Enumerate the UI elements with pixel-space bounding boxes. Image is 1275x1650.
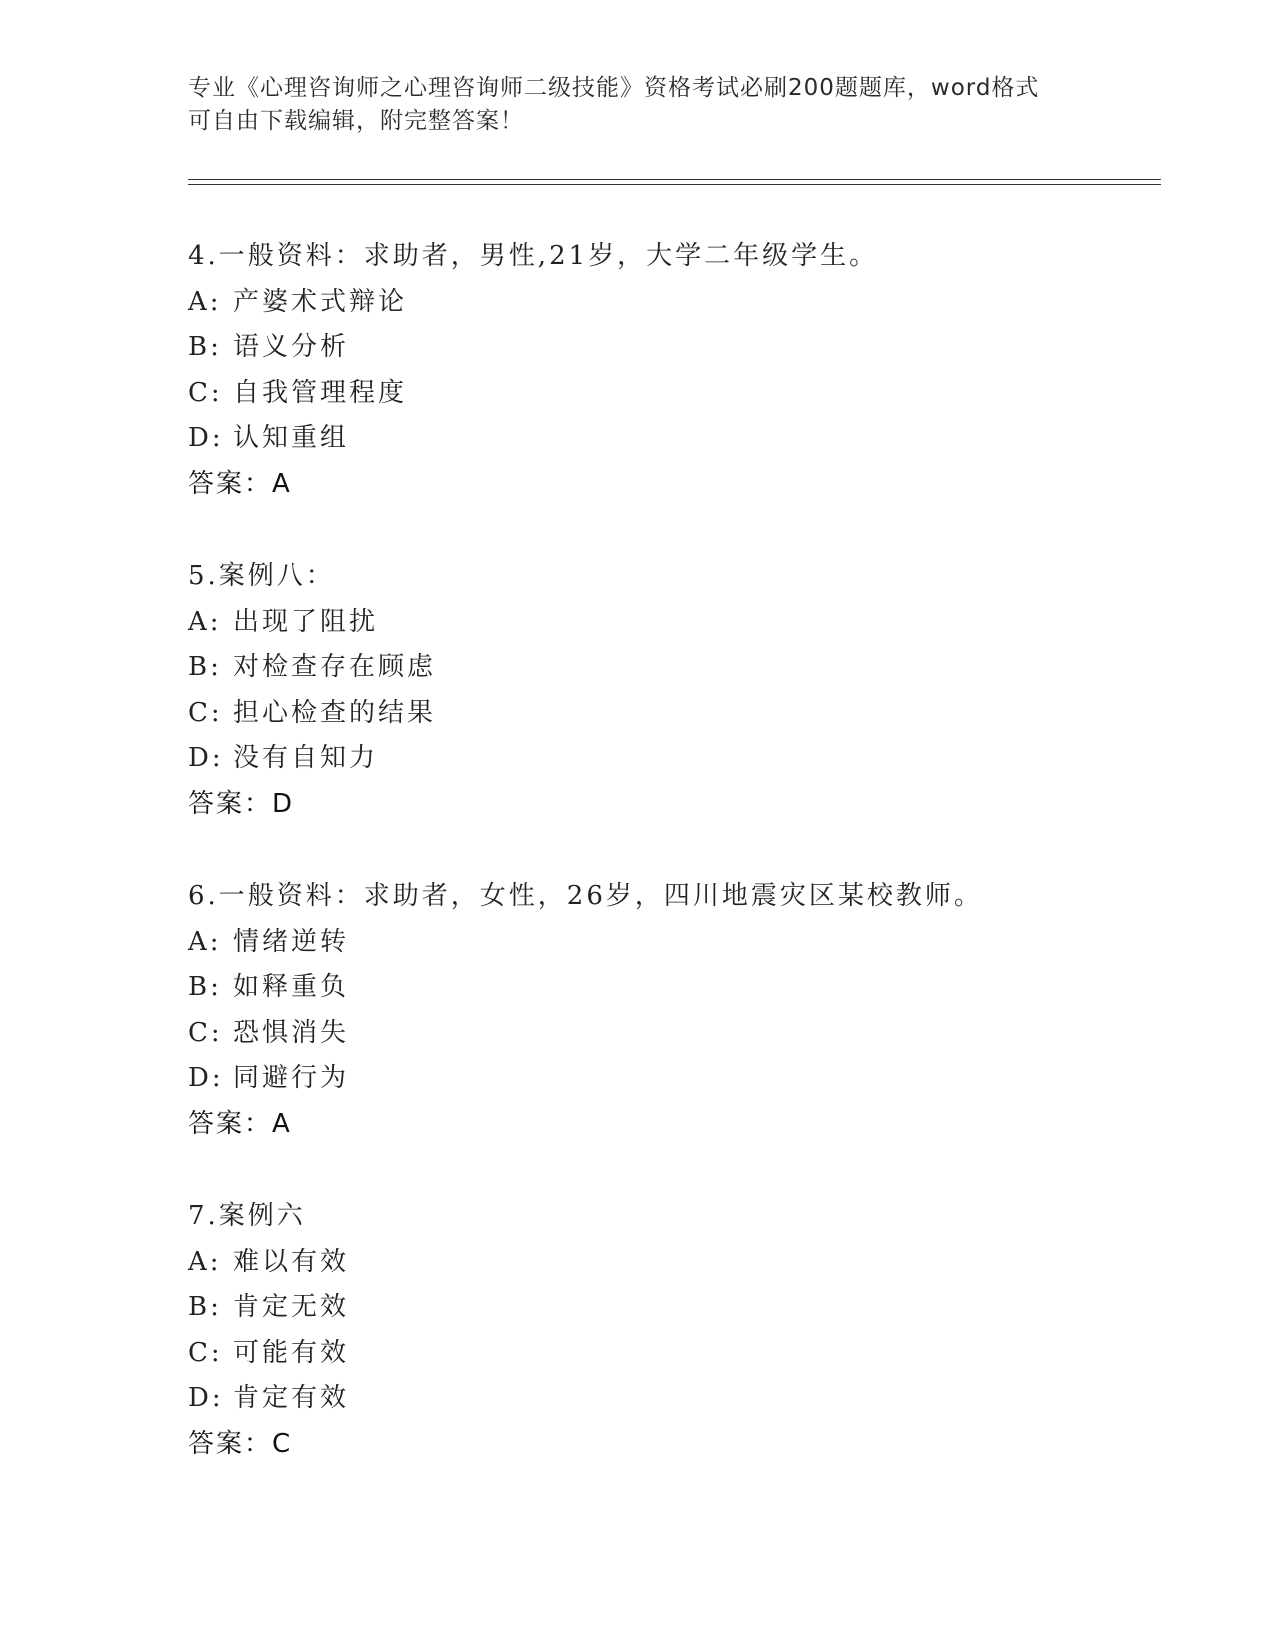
option-d <box>188 1056 983 1102</box>
option-text: 如释重负 <box>233 972 350 1003</box>
option-letter: A: <box>188 926 222 957</box>
option-text: 难以有效 <box>233 1246 350 1277</box>
option-letter: C: <box>188 1337 223 1368</box>
answer-line: 答案：D <box>188 788 295 819</box>
answer-line: 答案：C <box>188 1428 293 1459</box>
option-c <box>188 1331 349 1377</box>
option-d <box>188 1376 349 1422</box>
option-b <box>188 965 983 1011</box>
option-text: 同避行为 <box>233 1063 350 1094</box>
option-d <box>188 416 878 462</box>
question-block <box>188 1194 349 1468</box>
option-b <box>188 325 878 371</box>
option-letter: A: <box>188 606 222 637</box>
option-a <box>188 920 983 966</box>
option-text: 产婆术式辩论 <box>233 286 408 317</box>
header-divider-top <box>188 179 1161 180</box>
option-text: 情绪逆转 <box>233 926 350 957</box>
option-text: 担心检查的结果 <box>233 697 437 728</box>
option-letter: B: <box>188 332 222 363</box>
header-line-2: 可自由下载编辑，附完整答案！ <box>188 108 524 134</box>
option-text: 认知重组 <box>233 423 350 454</box>
question-block <box>188 874 983 1148</box>
option-letter: A: <box>188 1246 222 1277</box>
option-c <box>188 691 436 737</box>
option-letter: B: <box>188 972 222 1003</box>
option-text: 出现了阻扰 <box>233 606 379 637</box>
option-d <box>188 736 436 782</box>
option-a <box>188 1240 349 1286</box>
option-text: 可能有效 <box>233 1337 350 1368</box>
option-c <box>188 371 878 417</box>
option-text: 语义分析 <box>233 332 350 363</box>
option-c <box>188 1011 983 1057</box>
question-stem: 7.案例六 <box>188 1201 306 1231</box>
option-b <box>188 1285 349 1331</box>
header-divider-bottom <box>188 184 1161 185</box>
option-a <box>188 280 878 326</box>
option-letter: D: <box>188 1063 224 1094</box>
option-text: 肯定有效 <box>233 1383 350 1414</box>
answer-line: 答案：A <box>188 1108 292 1139</box>
document-header <box>188 72 1088 138</box>
option-text: 没有自知力 <box>233 743 379 774</box>
question-stem: 6.一般资料：求助者，女性，26岁，四川地震灾区某校教师。 <box>188 881 983 911</box>
option-letter: C: <box>188 697 223 728</box>
option-text: 自我管理程度 <box>233 377 408 408</box>
question-stem: 4.一般资料：求助者，男性,21岁，大学二年级学生。 <box>188 241 879 271</box>
option-b <box>188 645 436 691</box>
option-text: 对检查存在顾虑 <box>233 652 437 683</box>
option-letter: C: <box>188 377 223 408</box>
option-a <box>188 600 436 646</box>
option-letter: B: <box>188 652 222 683</box>
question-block <box>188 554 436 828</box>
option-letter: C: <box>188 1017 223 1048</box>
option-text: 恐惧消失 <box>233 1017 350 1048</box>
option-letter: B: <box>188 1292 222 1323</box>
option-letter: D: <box>188 743 224 774</box>
option-text: 肯定无效 <box>233 1292 350 1323</box>
option-letter: A: <box>188 286 222 317</box>
option-letter: D: <box>188 423 224 454</box>
header-line-1: 专业《心理咨询师之心理咨询师二级技能》资格考试必刷200题题库，word格式 <box>188 75 1040 101</box>
question-stem: 5.案例八： <box>188 561 335 591</box>
answer-line: 答案：A <box>188 468 292 499</box>
option-letter: D: <box>188 1383 224 1414</box>
question-block <box>188 234 878 508</box>
